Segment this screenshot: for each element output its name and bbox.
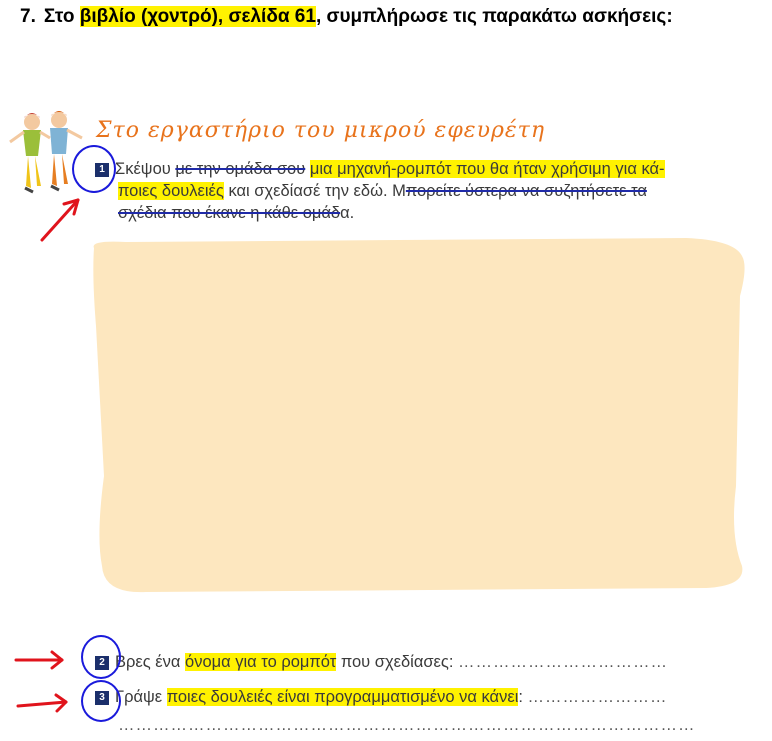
exercise-3-number: 3 bbox=[95, 691, 109, 705]
exercise-1-line-1 bbox=[95, 160, 735, 179]
section-title: Στο εργαστήριο του μικρού εφευρέτη bbox=[96, 118, 546, 143]
exercise-1-text-2: και σχεδίασέ την εδώ. Μ bbox=[223, 182, 406, 200]
exercise-1-highlight: μια μηχανή-ρομπότ που θα ήταν χρήσιμη για κά- bbox=[309, 160, 665, 178]
exercise-3 bbox=[95, 688, 668, 707]
drawing-area[interactable] bbox=[86, 236, 750, 596]
red-arrow-icon-1 bbox=[42, 200, 78, 240]
exercise-3-answer-line[interactable]: …………………… bbox=[527, 688, 668, 706]
annotation-circle-3 bbox=[81, 680, 121, 722]
exercise-1-line-3 bbox=[118, 204, 735, 223]
exercise-1-text-3: α. bbox=[340, 204, 355, 222]
red-arrow-icon-3 bbox=[18, 702, 66, 706]
exercise-2-number: 2 bbox=[95, 656, 109, 670]
exercise-1-line-2 bbox=[118, 182, 735, 201]
exercise-2-text-2: που σχεδίασες: bbox=[336, 653, 459, 671]
exercise-2 bbox=[95, 653, 668, 672]
exercise-3-highlight: ποιες δουλειές είναι προγραμματισμένο να κάνει bbox=[166, 688, 519, 706]
exercise-1-strikethrough-2: πορείτε ύστερα να συζητήσετε τα bbox=[405, 182, 647, 200]
exercise-3-answer-line-2[interactable]: ……………………………………………………………………………………… bbox=[118, 716, 696, 734]
red-arrow-head-icon-1 bbox=[64, 200, 78, 214]
exercise-3-text-2: : bbox=[518, 688, 528, 706]
red-arrow-head-icon-3 bbox=[56, 695, 66, 711]
exercise-1-strikethrough-3: σχέδια που έκανε η κάθε ομάδ bbox=[118, 204, 341, 222]
instruction-text-start: Στο bbox=[43, 6, 80, 27]
annotation-circle-1 bbox=[72, 145, 116, 193]
instruction-text-end: , συμπλήρωσε τις παρακάτω ασκήσεις: bbox=[315, 6, 673, 27]
instruction-number: 7. bbox=[20, 6, 36, 27]
exercise-1-highlight-2: ποιες δουλειές bbox=[118, 182, 224, 200]
exercise-2-answer-line[interactable]: ……………………………… bbox=[458, 653, 669, 671]
exercise-3-text: Γράψε bbox=[115, 688, 167, 706]
instruction-heading bbox=[20, 6, 673, 28]
exercise-1-text: Σκέψου bbox=[115, 160, 176, 178]
exercise-2-text: Βρες ένα bbox=[115, 653, 186, 671]
exercise-1-number: 1 bbox=[95, 163, 109, 177]
exercise-1 bbox=[95, 160, 735, 223]
exercise-1-strikethrough: με την ομάδα σου bbox=[175, 160, 306, 178]
annotation-circle-2 bbox=[81, 635, 121, 679]
red-arrow-head-icon-2 bbox=[52, 652, 62, 668]
instruction-highlight: βιβλίο (χοντρό), σελίδα 61 bbox=[79, 6, 316, 27]
exercise-2-highlight: όνομα για το ρομπότ bbox=[185, 653, 337, 671]
